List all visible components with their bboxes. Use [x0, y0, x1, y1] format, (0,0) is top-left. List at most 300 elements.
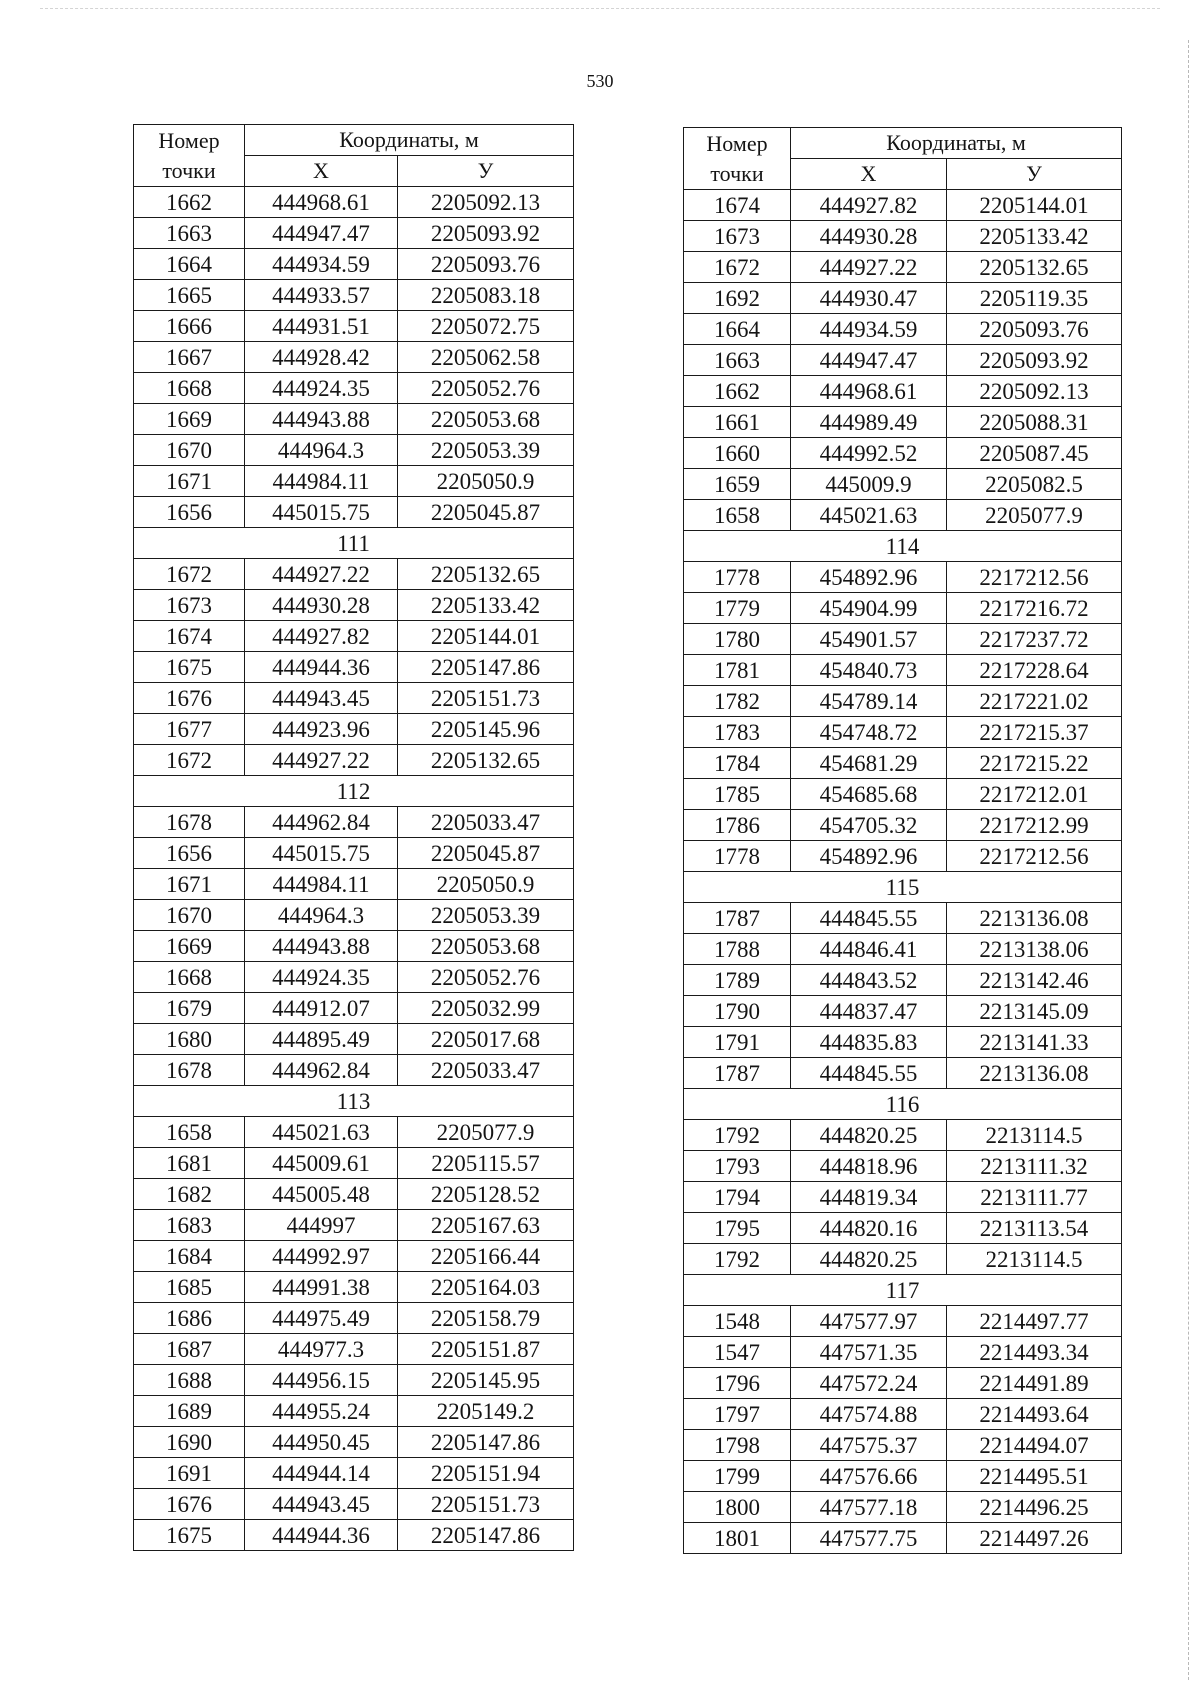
coord-x: 444820.16	[791, 1213, 947, 1244]
point-number: 1658	[684, 500, 791, 531]
point-number: 1677	[134, 714, 245, 745]
point-number: 1672	[684, 252, 791, 283]
coord-x: 444930.28	[791, 221, 947, 252]
coord-y: 2205144.01	[398, 621, 574, 652]
table-row	[684, 1182, 1122, 1213]
coord-y: 2205147.86	[398, 652, 574, 683]
coord-x: 444930.47	[791, 283, 947, 314]
coord-y: 2205050.9	[398, 466, 574, 497]
table-body	[684, 190, 1122, 1554]
coord-y: 2213113.54	[947, 1213, 1122, 1244]
table-row	[684, 965, 1122, 996]
coord-y: 2205167.63	[398, 1210, 574, 1241]
coord-y: 2205132.65	[398, 745, 574, 776]
table-row	[134, 1303, 574, 1334]
table-row	[134, 249, 574, 280]
point-number: 1790	[684, 996, 791, 1027]
point-number-header-line1: Номер	[706, 130, 768, 156]
coord-x: 447577.75	[791, 1523, 947, 1554]
coord-x: 444837.47	[791, 996, 947, 1027]
coord-x: 444820.25	[791, 1244, 947, 1275]
point-number: 1662	[684, 376, 791, 407]
coord-x: 444947.47	[245, 218, 398, 249]
point-number: 1658	[134, 1117, 245, 1148]
coord-y: 2205147.86	[398, 1427, 574, 1458]
coord-x: 444927.22	[245, 745, 398, 776]
point-number: 1662	[134, 187, 245, 218]
coord-y: 2214497.26	[947, 1523, 1122, 1554]
coord-table-1	[133, 124, 574, 1551]
coord-y: 2217221.02	[947, 686, 1122, 717]
coord-y: 2213114.5	[947, 1244, 1122, 1275]
coord-x: 445021.63	[245, 1117, 398, 1148]
coord-x: 444944.14	[245, 1458, 398, 1489]
coord-y: 2205158.79	[398, 1303, 574, 1334]
coord-y: 2213142.46	[947, 965, 1122, 996]
y-column-header: У	[398, 156, 574, 187]
section-label-row	[684, 531, 1122, 562]
table-row	[684, 1244, 1122, 1275]
table-row	[684, 1058, 1122, 1089]
point-number: 1792	[684, 1244, 791, 1275]
table-row	[134, 931, 574, 962]
point-number: 1678	[134, 807, 245, 838]
point-number: 1668	[134, 962, 245, 993]
coord-y: 2205083.18	[398, 280, 574, 311]
table-row	[134, 683, 574, 714]
point-number: 1663	[134, 218, 245, 249]
table-row	[134, 1334, 574, 1365]
coord-x: 444819.34	[791, 1182, 947, 1213]
coord-y: 2205093.76	[398, 249, 574, 280]
coord-x: 444923.96	[245, 714, 398, 745]
coord-x: 444962.84	[245, 1055, 398, 1086]
coord-y: 2214497.77	[947, 1306, 1122, 1337]
coord-x: 444964.3	[245, 435, 398, 466]
table-row	[684, 1430, 1122, 1461]
point-number: 1797	[684, 1399, 791, 1430]
point-number: 1665	[134, 280, 245, 311]
point-number: 1671	[134, 466, 245, 497]
table-row	[134, 497, 574, 528]
coord-x: 447571.35	[791, 1337, 947, 1368]
point-number-header-line2: точки	[162, 157, 216, 183]
point-number-header	[134, 125, 245, 187]
coord-y: 2213114.5	[947, 1120, 1122, 1151]
coord-y: 2205032.99	[398, 993, 574, 1024]
point-number: 1660	[684, 438, 791, 469]
coord-x: 444989.49	[791, 407, 947, 438]
point-number: 1656	[134, 838, 245, 869]
point-number: 1669	[134, 404, 245, 435]
table-row	[134, 962, 574, 993]
coord-y: 2205128.52	[398, 1179, 574, 1210]
table-row	[134, 1241, 574, 1272]
point-number: 1779	[684, 593, 791, 624]
point-number: 1675	[134, 652, 245, 683]
coord-y: 2213145.09	[947, 996, 1122, 1027]
coord-x: 445021.63	[791, 500, 947, 531]
section-label: 111	[134, 528, 574, 559]
table-row	[134, 807, 574, 838]
coord-y: 2205033.47	[398, 807, 574, 838]
table-row	[134, 1489, 574, 1520]
table-row	[684, 593, 1122, 624]
coord-x: 444975.49	[245, 1303, 398, 1334]
page-number: 530	[586, 71, 614, 91]
point-number: 1781	[684, 655, 791, 686]
coord-y: 2214493.64	[947, 1399, 1122, 1430]
coord-x: 445015.75	[245, 497, 398, 528]
coord-y: 2205087.45	[947, 438, 1122, 469]
point-number: 1669	[134, 931, 245, 962]
table-row	[684, 345, 1122, 376]
coord-x: 444943.88	[245, 931, 398, 962]
section-label: 115	[684, 872, 1122, 903]
coord-x: 444956.15	[245, 1365, 398, 1396]
coord-y: 2214496.25	[947, 1492, 1122, 1523]
coord-x: 444984.11	[245, 869, 398, 900]
point-number: 1661	[684, 407, 791, 438]
table-row	[134, 993, 574, 1024]
coord-y: 2205132.65	[398, 559, 574, 590]
section-label-row	[134, 776, 574, 807]
table-row	[684, 1151, 1122, 1182]
coord-x: 444984.11	[245, 466, 398, 497]
coord-y: 2205045.87	[398, 838, 574, 869]
coord-x: 454892.96	[791, 841, 947, 872]
point-number: 1784	[684, 748, 791, 779]
table-row	[684, 779, 1122, 810]
table-row	[684, 1492, 1122, 1523]
coord-x: 444992.97	[245, 1241, 398, 1272]
table-row	[134, 559, 574, 590]
point-number: 1688	[134, 1365, 245, 1396]
coord-x: 445015.75	[245, 838, 398, 869]
coord-y: 2217215.37	[947, 717, 1122, 748]
table-row	[684, 252, 1122, 283]
section-label-row	[684, 872, 1122, 903]
coord-y: 2205072.75	[398, 311, 574, 342]
point-number: 1796	[684, 1368, 791, 1399]
table-row	[134, 1179, 574, 1210]
coord-x: 444927.82	[791, 190, 947, 221]
coord-y: 2213138.06	[947, 934, 1122, 965]
coord-y: 2217212.99	[947, 810, 1122, 841]
coord-x: 444977.3	[245, 1334, 398, 1365]
coord-y: 2214493.34	[947, 1337, 1122, 1368]
point-number: 1778	[684, 562, 791, 593]
coord-y: 2205053.39	[398, 900, 574, 931]
point-number: 1791	[684, 1027, 791, 1058]
section-label: 117	[684, 1275, 1122, 1306]
coord-x: 447575.37	[791, 1430, 947, 1461]
point-number-header	[684, 128, 791, 190]
coord-y: 2205092.13	[398, 187, 574, 218]
point-number: 1656	[134, 497, 245, 528]
point-number: 1547	[684, 1337, 791, 1368]
coord-x: 454901.57	[791, 624, 947, 655]
table-row	[134, 1148, 574, 1179]
point-number: 1672	[134, 745, 245, 776]
point-number: 1668	[134, 373, 245, 404]
table-row	[134, 1210, 574, 1241]
table-row	[684, 376, 1122, 407]
table-row	[684, 314, 1122, 345]
table-row	[134, 1458, 574, 1489]
coord-y: 2205053.68	[398, 404, 574, 435]
point-number: 1674	[684, 190, 791, 221]
coord-y: 2205092.13	[947, 376, 1122, 407]
table-row	[684, 562, 1122, 593]
coord-y: 2213111.32	[947, 1151, 1122, 1182]
table-body	[134, 187, 574, 1551]
point-number: 1672	[134, 559, 245, 590]
point-number: 1788	[684, 934, 791, 965]
table-row	[684, 407, 1122, 438]
coord-x: 454789.14	[791, 686, 947, 717]
section-label: 113	[134, 1086, 574, 1117]
point-number: 1670	[134, 900, 245, 931]
point-number: 1683	[134, 1210, 245, 1241]
table-row	[134, 621, 574, 652]
point-number: 1666	[134, 311, 245, 342]
coord-y: 2205077.9	[398, 1117, 574, 1148]
coord-x: 444895.49	[245, 1024, 398, 1055]
coord-y: 2205119.35	[947, 283, 1122, 314]
coord-y: 2205151.73	[398, 1489, 574, 1520]
table-row	[134, 900, 574, 931]
coord-x: 444845.55	[791, 903, 947, 934]
point-number: 1671	[134, 869, 245, 900]
point-number: 1670	[134, 435, 245, 466]
table-row	[134, 1365, 574, 1396]
coord-y: 2205132.65	[947, 252, 1122, 283]
coord-y: 2205093.76	[947, 314, 1122, 345]
table-row	[684, 1213, 1122, 1244]
point-number: 1691	[134, 1458, 245, 1489]
point-number: 1792	[684, 1120, 791, 1151]
coord-x: 454681.29	[791, 748, 947, 779]
scan-edge-right-line	[1188, 40, 1189, 1680]
coord-x: 445005.48	[245, 1179, 398, 1210]
point-number: 1548	[684, 1306, 791, 1337]
coord-x: 447577.18	[791, 1492, 947, 1523]
table-row	[134, 714, 574, 745]
table-row	[134, 342, 574, 373]
coord-x: 444991.38	[245, 1272, 398, 1303]
coord-y: 2205133.42	[398, 590, 574, 621]
table-row	[684, 903, 1122, 934]
table-row	[684, 283, 1122, 314]
table-row	[134, 1272, 574, 1303]
coord-y: 2214495.51	[947, 1461, 1122, 1492]
coord-x: 444835.83	[791, 1027, 947, 1058]
point-number: 1789	[684, 965, 791, 996]
section-label-row	[684, 1275, 1122, 1306]
coord-x: 444997	[245, 1210, 398, 1241]
coord-x: 444927.82	[245, 621, 398, 652]
coord-x: 447574.88	[791, 1399, 947, 1430]
table-row	[684, 438, 1122, 469]
coord-x: 444944.36	[245, 652, 398, 683]
table-row	[684, 810, 1122, 841]
coord-x: 444943.45	[245, 1489, 398, 1520]
table-row	[134, 280, 574, 311]
coord-x: 444818.96	[791, 1151, 947, 1182]
coord-x: 454748.72	[791, 717, 947, 748]
table-row	[684, 655, 1122, 686]
table-row	[684, 1399, 1122, 1430]
section-label: 116	[684, 1089, 1122, 1120]
table-row	[684, 717, 1122, 748]
coord-x: 444955.24	[245, 1396, 398, 1427]
point-number: 1686	[134, 1303, 245, 1334]
point-number: 1667	[134, 342, 245, 373]
point-number: 1659	[684, 469, 791, 500]
coord-y: 2205151.87	[398, 1334, 574, 1365]
coord-x: 444927.22	[245, 559, 398, 590]
coord-y: 2205149.2	[398, 1396, 574, 1427]
table-row	[134, 1024, 574, 1055]
section-label-row	[134, 528, 574, 559]
coord-x: 454904.99	[791, 593, 947, 624]
table-row	[684, 1120, 1122, 1151]
point-number: 1782	[684, 686, 791, 717]
coord-y: 2205145.96	[398, 714, 574, 745]
coord-y: 2205115.57	[398, 1148, 574, 1179]
table-header-row	[684, 128, 1122, 159]
coord-y: 2205147.86	[398, 1520, 574, 1551]
coord-y: 2205093.92	[398, 218, 574, 249]
coord-y: 2205145.95	[398, 1365, 574, 1396]
coord-y: 2213136.08	[947, 1058, 1122, 1089]
coord-x: 444968.61	[245, 187, 398, 218]
table-row	[684, 190, 1122, 221]
table-row	[684, 1523, 1122, 1554]
coord-y: 2205077.9	[947, 500, 1122, 531]
coord-x: 444927.22	[791, 252, 947, 283]
point-number: 1689	[134, 1396, 245, 1427]
table-row	[684, 469, 1122, 500]
table-row	[134, 466, 574, 497]
coord-y: 2214494.07	[947, 1430, 1122, 1461]
coord-x: 445009.9	[791, 469, 947, 500]
coord-x: 454892.96	[791, 562, 947, 593]
section-label: 112	[134, 776, 574, 807]
point-number: 1785	[684, 779, 791, 810]
x-column-header: X	[791, 159, 947, 190]
table-row	[684, 624, 1122, 655]
table-row	[134, 590, 574, 621]
coord-x: 444928.42	[245, 342, 398, 373]
table-row	[684, 221, 1122, 252]
table-row	[684, 1337, 1122, 1368]
coord-y: 2217215.22	[947, 748, 1122, 779]
table-row	[684, 748, 1122, 779]
coord-y: 2205053.39	[398, 435, 574, 466]
point-number: 1684	[134, 1241, 245, 1272]
table-row	[134, 435, 574, 466]
section-label-row	[684, 1089, 1122, 1120]
point-number: 1692	[684, 283, 791, 314]
table-row	[134, 652, 574, 683]
point-number: 1783	[684, 717, 791, 748]
point-number: 1663	[684, 345, 791, 376]
point-number: 1687	[134, 1334, 245, 1365]
coord-x: 454685.68	[791, 779, 947, 810]
table-row	[684, 1461, 1122, 1492]
coord-x: 444924.35	[245, 373, 398, 404]
coord-x: 444943.45	[245, 683, 398, 714]
coord-x: 444933.57	[245, 280, 398, 311]
table-row	[134, 218, 574, 249]
table-row	[134, 373, 574, 404]
point-number: 1675	[134, 1520, 245, 1551]
point-number: 1680	[134, 1024, 245, 1055]
point-number: 1673	[134, 590, 245, 621]
table-row	[134, 1117, 574, 1148]
point-number: 1795	[684, 1213, 791, 1244]
scan-edge-top-line	[40, 8, 1160, 9]
section-label: 114	[684, 531, 1122, 562]
coord-y: 2205166.44	[398, 1241, 574, 1272]
coord-y: 2205062.58	[398, 342, 574, 373]
coord-y: 2213136.08	[947, 903, 1122, 934]
point-number: 1780	[684, 624, 791, 655]
coord-y: 2205017.68	[398, 1024, 574, 1055]
table-row	[134, 187, 574, 218]
coord-y: 2213111.77	[947, 1182, 1122, 1213]
coord-y: 2205151.94	[398, 1458, 574, 1489]
coord-y: 2214491.89	[947, 1368, 1122, 1399]
table-row	[684, 1027, 1122, 1058]
coord-x: 444934.59	[245, 249, 398, 280]
table-row	[134, 838, 574, 869]
point-number: 1679	[134, 993, 245, 1024]
point-number-header-line1: Номер	[158, 127, 220, 153]
coordinates-header: Координаты, м	[791, 128, 1122, 159]
coord-y: 2205033.47	[398, 1055, 574, 1086]
coord-x: 444931.51	[245, 311, 398, 342]
coord-x: 444924.35	[245, 962, 398, 993]
coord-table-2	[683, 127, 1122, 1554]
table-row	[134, 404, 574, 435]
point-number: 1793	[684, 1151, 791, 1182]
coord-y: 2213141.33	[947, 1027, 1122, 1058]
point-number: 1676	[134, 683, 245, 714]
point-number: 1778	[684, 841, 791, 872]
coord-x: 444843.52	[791, 965, 947, 996]
coord-x: 444846.41	[791, 934, 947, 965]
y-column-header: У	[947, 159, 1122, 190]
coordinates-header: Координаты, м	[245, 125, 574, 156]
coord-x: 444950.45	[245, 1427, 398, 1458]
coord-y: 2205164.03	[398, 1272, 574, 1303]
coord-y: 2205082.5	[947, 469, 1122, 500]
coord-y: 2205144.01	[947, 190, 1122, 221]
coord-x: 454705.32	[791, 810, 947, 841]
point-number: 1799	[684, 1461, 791, 1492]
coord-y: 2205045.87	[398, 497, 574, 528]
point-number: 1664	[684, 314, 791, 345]
coord-x: 447576.66	[791, 1461, 947, 1492]
coord-x: 444820.25	[791, 1120, 947, 1151]
point-number: 1674	[134, 621, 245, 652]
table-row	[134, 1427, 574, 1458]
coord-y: 2205093.92	[947, 345, 1122, 376]
table-row	[684, 1306, 1122, 1337]
